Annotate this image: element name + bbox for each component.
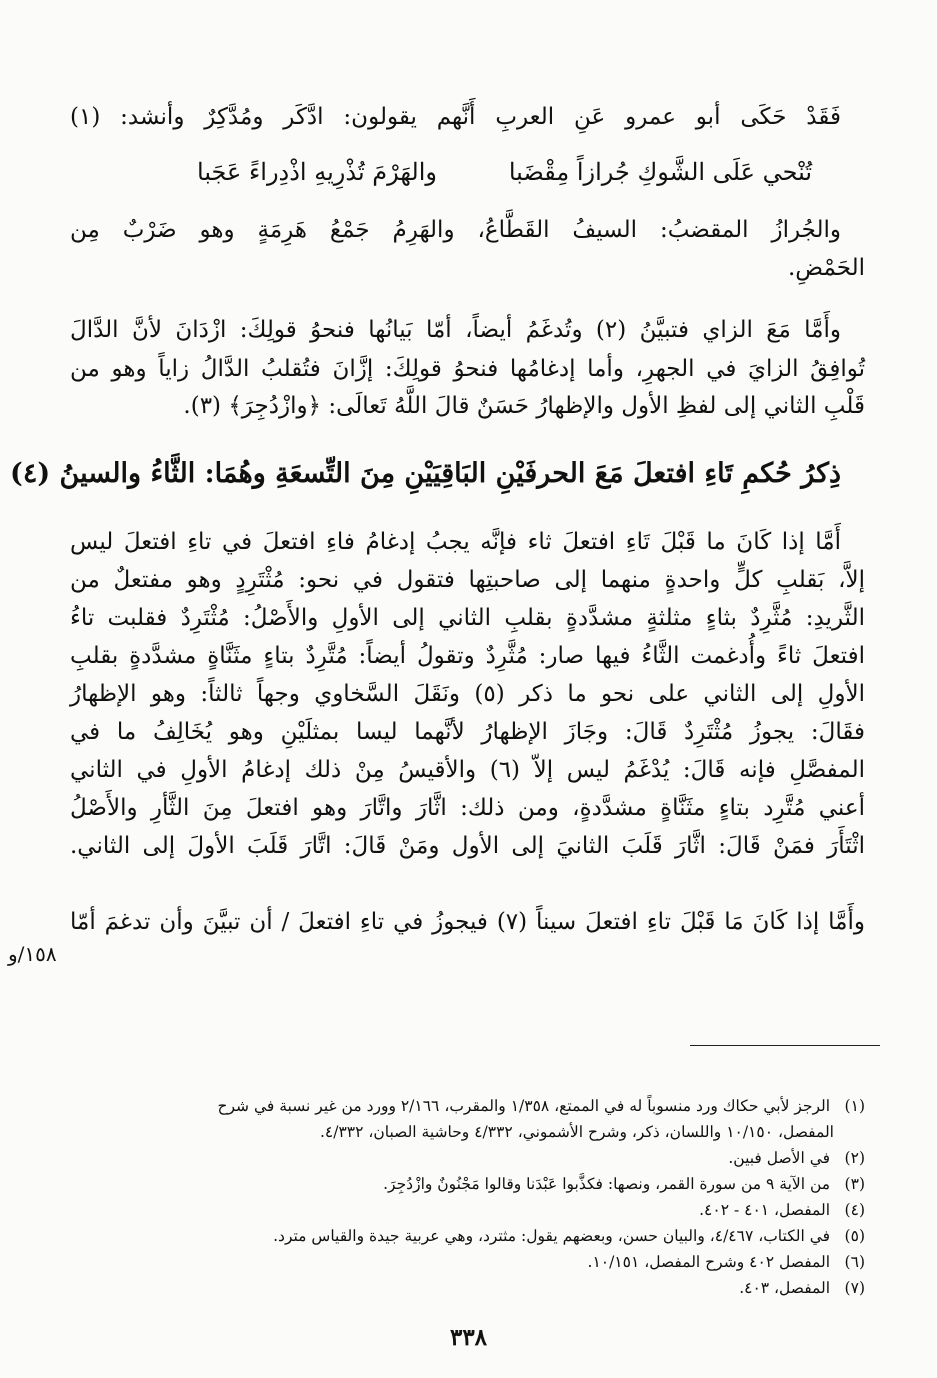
- footnote-text: المفصل، ٤٠١ - ٤٠٢.: [699, 1201, 831, 1219]
- footnote: [84, 1249, 865, 1275]
- footnote-text: الرجز لأبي حكاك ورد منسوباً له في الممتع، ١/٣٥٨ والمقرب، ٢/١٦٦ وورد من غير نسبة في شرح: [217, 1097, 831, 1115]
- footnote: [84, 1145, 865, 1171]
- body-line: الحَمْضِ.: [787, 255, 865, 281]
- footnote-number: (٤): [844, 1201, 865, 1219]
- body-line: تُوافِقُ الزايَ في الجهرِ، وأما إدغامُها فنحوُ قولِكَ: إزَّانَ فتُقلبُ الدَّالُ زاياً وهو من: [70, 356, 865, 382]
- footnote: [84, 1197, 865, 1223]
- body-line: الأولِ إلى الثاني على نحو ما ذكر (٥) ونَقَلَ السَّخاوي وجهاً ثالثاً: وهو الإظهارُ: [70, 681, 865, 707]
- footnote-number: (٢): [844, 1149, 865, 1167]
- page-number: ٣٣٨: [449, 1324, 488, 1351]
- section-heading: ذِكرُ حُكمِ تَاءِ افتعلَ مَعَ الحرفَيْنِ البَاقِيَيْنِ مِنَ التِّسعَةِ وهُمَا: الثَّاءُ والسينُ (٤): [10, 458, 841, 489]
- verse-hemistich-1: تُنْحي عَلَى الشَّوكِ جُرازاً مِقْضَبا: [508, 158, 812, 186]
- body-line: فقَالَ: يجوزُ مُثْتَرِدٌ قَالَ: وجَازَ الإظهارُ لأنَّهما ليسا بمثلَيْنِ وهو يُخَالِفُ ما في: [70, 719, 865, 745]
- verse-hemistich-2: والهَرْمَ تُذْرِيهِ اذْدِراءً عَجَبا: [197, 158, 437, 186]
- footnote-number: (٦): [844, 1253, 865, 1271]
- body-line: اثْتَأَرَ فمَنْ قَالَ: اثَّارَ قَلَبَ الثانيَ إلى الأول ومَنْ قَالَ: اتَّارَ قَلَبَ الأولَ إلى الثاني.: [70, 833, 865, 859]
- footnote: [84, 1171, 865, 1197]
- footnote-continuation: المفصل، ١٠/١٥٠ واللسان، ذكر، وشرح الأشموني، ٤/٣٣٢ وحاشية الصبان، ٤/٣٣٢.: [319, 1123, 834, 1141]
- footnote: [84, 1223, 865, 1249]
- footnote: [84, 1275, 865, 1301]
- footnote-number: (٧): [844, 1279, 865, 1297]
- footnote-text: في الأصل فبين.: [728, 1149, 831, 1167]
- footnote-number: (٥): [844, 1227, 865, 1245]
- body-line: افتعلَ ثاءً وأُدغمت الثَّاءُ فيها صار: مُثَّرِدٌ وتقولُ أيضاً: مُتَّرِدٌ بتاءٍ مثَنَّاةٍ مشدَّدةٍ بقلبِ: [70, 643, 865, 669]
- body-line: والجُرازُ المقضبُ: السيفُ القَطَّاعُ، والهَرِمُ جَمْعُ هَرِمَةٍ وهو ضَرْبٌ مِن: [70, 217, 841, 243]
- body-line: وأَمَّا مَعَ الزاي فتبيَّنُ (٢) وتُدغَمُ أيضاً، أمّا بَيانُها فنحوُ قولِكَ: ازْدَانَ لأنَّ الدَّالَ: [70, 317, 841, 343]
- body-line: أَمَّا إذا كَانَ ما قَبْلَ تَاءِ افتعلَ ثاء فإنَّه يجبُ إدغامُ فاءِ افتعلَ في تاءِ افتعلَ ليس: [70, 529, 841, 555]
- footnote-separator: [690, 1045, 880, 1046]
- body-line: قَلْبِ الثاني إلى لفظِ الأول والإظهارُ حَسَنٌ قالَ اللَّهُ تَعالَى: ﴿وازْدُجِرَ﴾ (٣).: [183, 393, 865, 419]
- folio-margin-note: ١٥٨/و: [8, 942, 57, 966]
- body-line: وأَمَّا إذا كَانَ مَا قَبْلَ تاءِ افتعلَ سيناً (٧) فيجوزُ في تاءِ افتعلَ / أن تبيَّنَ وأن تدغمَ أمّا: [70, 909, 865, 935]
- body-line: إلاَّ، بَقلبِ كلٍّ واحدةٍ منهما إلى صاحبتِها فتقول في نحو: مُثْتَرِدٍ وهو مفتعلٌ من: [70, 567, 865, 593]
- footnote-text: في الكتاب، ٤/٤٦٧، والبيان حسن، وبعضهم يقول: مثترد، وهي عربية جيدة والقياس مترد.: [273, 1227, 831, 1245]
- footnote-text: المفصل، ٤٠٣.: [739, 1279, 831, 1297]
- footnote: [84, 1093, 865, 1119]
- footnote-text: من الآية ٩ من سورة القمر، ونصها: فكذَّبوا عَبْدَنا وقالوا مَجْنُونٌ وازْدُجِرَ.: [383, 1175, 831, 1193]
- body-line: المفصَّلِ فإنه قَالَ: يُدْغَمُ ليس إلاّ (٦) والأقيسُ مِنْ ذلك إدغامُ الأولِ في الثاني: [70, 757, 865, 783]
- footnote-number: (١): [844, 1097, 865, 1115]
- body-line: فَقَدْ حَكَى أبو عمرو عَنِ العربِ أَنَّهم يقولون: ادَّكَر ومُدَّكِرٌ وأنشد: (١): [70, 104, 841, 130]
- body-line: أعني مُتَّرِد بتاءٍ مثَنَّاةٍ مشدَّدةٍ، ومن ذلك: اثَّارَ واتَّارَ وهو افتعلَ مِنَ الثَّأرِ والأَصْلُ: [70, 795, 865, 821]
- footnote-number: (٣): [844, 1175, 865, 1193]
- footnote-text: المفصل ٤٠٢ وشرح المفصل، ١٠/١٥١.: [587, 1253, 831, 1271]
- body-line: الثَّريدِ: مُثَّرِدٌ بثاءٍ مثلثةٍ مشدَّدةٍ بقلبِ الثاني إلى الأولِ والأَصْلُ: مُثْتَرِدٌ فقلبت تاءُ: [70, 605, 865, 631]
